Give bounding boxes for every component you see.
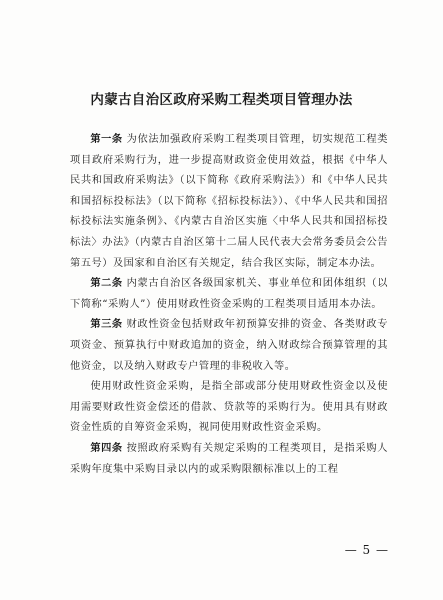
article-label: 第一条 (90, 134, 123, 145)
paragraph-article-2 (70, 274, 388, 315)
article-label: 第四条 (90, 442, 123, 454)
paragraph-text: 按照政府采购有关规定采购的工程类项目，是指采购人采购年度集中采购目录以内的或采购限额标准以上的工程 (70, 442, 388, 475)
document-body (70, 130, 388, 480)
paragraph-article-1 (70, 130, 388, 274)
paragraph-continuation (70, 377, 388, 439)
page-number: — 5 — (344, 543, 389, 557)
paragraph-text: 为依法加强政府采购工程类项目管理，切实规范工程类项目政府采购行为，进一步提高财政资金使用效益，根据《中华人民共和国政府采购法》（以下简称《政府采购法》）和《中华人民共和国招标投标法》（以下简称《招标投标法》）、《中华人民共和国招标投标法实施条例》、《内蒙古自治区实施〈中华人民共和国招标投标法〉办法》（内蒙古自治区第十二届人民代表大会常务委员会公告第五号）及国家和自治区有关规定，结合我区实际，制定本办法。 (70, 134, 388, 269)
document-title: 内蒙古自治区政府采购工程类项目管理办法 (90, 92, 353, 108)
article-label: 第三条 (90, 319, 123, 331)
paragraph-text: 使用财政性资金采购，是指全部或部分使用财政性资金以及使用需要财政性资金偿还的借款、贷款等的采购行为。使用具有财政资金性质的自筹资金采购，视同使用财政性资金采购。 (70, 381, 388, 434)
paragraph-text: 内蒙古自治区各级国家机关、事业单位和团体组织（以下简称“采购人”）使用财政性资金采购的工程类项目适用本办法。 (70, 278, 388, 310)
article-label: 第二条 (90, 278, 123, 290)
paragraph-article-3 (70, 315, 388, 377)
paragraph-article-4 (70, 439, 388, 480)
paragraph-text: 财政性资金包括财政年初预算安排的资金、各类财政专项资金、预算执行中财政追加的资金，纳入财政综合预算管理的其他资金，以及纳入财政专户管理的非税收入等。 (70, 319, 388, 372)
